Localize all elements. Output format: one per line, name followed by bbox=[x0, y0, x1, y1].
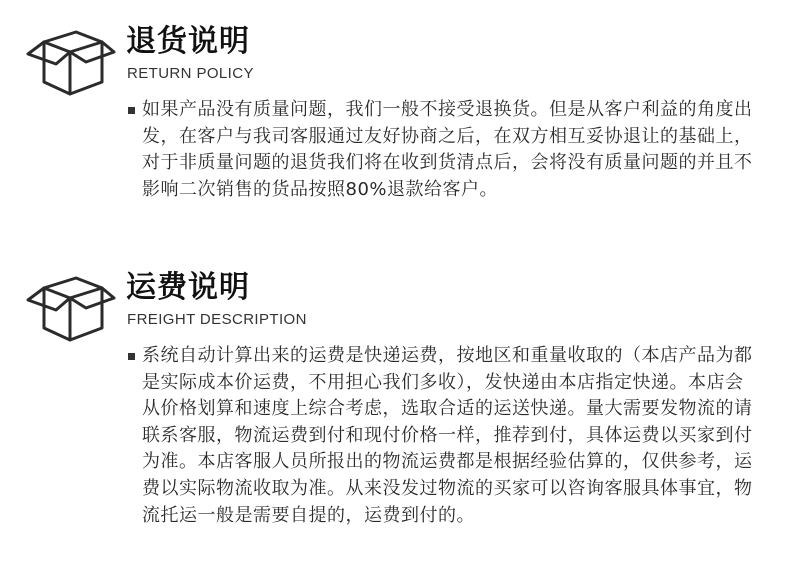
bullet-marker bbox=[128, 107, 135, 114]
box-icon bbox=[22, 22, 118, 98]
bullet-marker bbox=[128, 353, 135, 360]
section-paragraph bbox=[128, 343, 758, 529]
box-icon bbox=[22, 268, 118, 344]
paragraph-text: 系统自动计算出来的运费是快递运费，按地区和重量收取的（本店产品为都是实际成本价运费，不用担心我们多收），发快递由本店指定快递。本店会从价格划算和速度上综合考虑，选取合适的运送快递。量大需要发物流的请联系客服，物流运费到付和现付价格一样，推荐到付，具体运费以买家到付为准。本店客服人员所报出的物流运费都是根据经验估算的，仅供参考，运费以实际物流收取为准。从来没发过物流的买家可以咨询客服具体事宜，物流托运一般是需要自提的，运费到付的。 bbox=[142, 345, 753, 526]
section-title: 退货说明 bbox=[126, 24, 250, 59]
paragraph-text: 如果产品没有质量问题，我们一般不接受退换货。但是从客户利益的角度出发，在客户与我司客服通过友好协商之后，在双方相互妥协退让的基础上，对于非质量问题的退货我们将在收到货清点后，会将没有质量问题的并且不影响二次销售的货品按照80%退款给客户。 bbox=[142, 99, 753, 200]
section-subtitle: FREIGHT DESCRIPTION bbox=[127, 311, 307, 328]
section-paragraph bbox=[128, 97, 758, 203]
section-subtitle: RETURN POLICY bbox=[127, 65, 254, 82]
section-title: 运费说明 bbox=[126, 270, 250, 305]
